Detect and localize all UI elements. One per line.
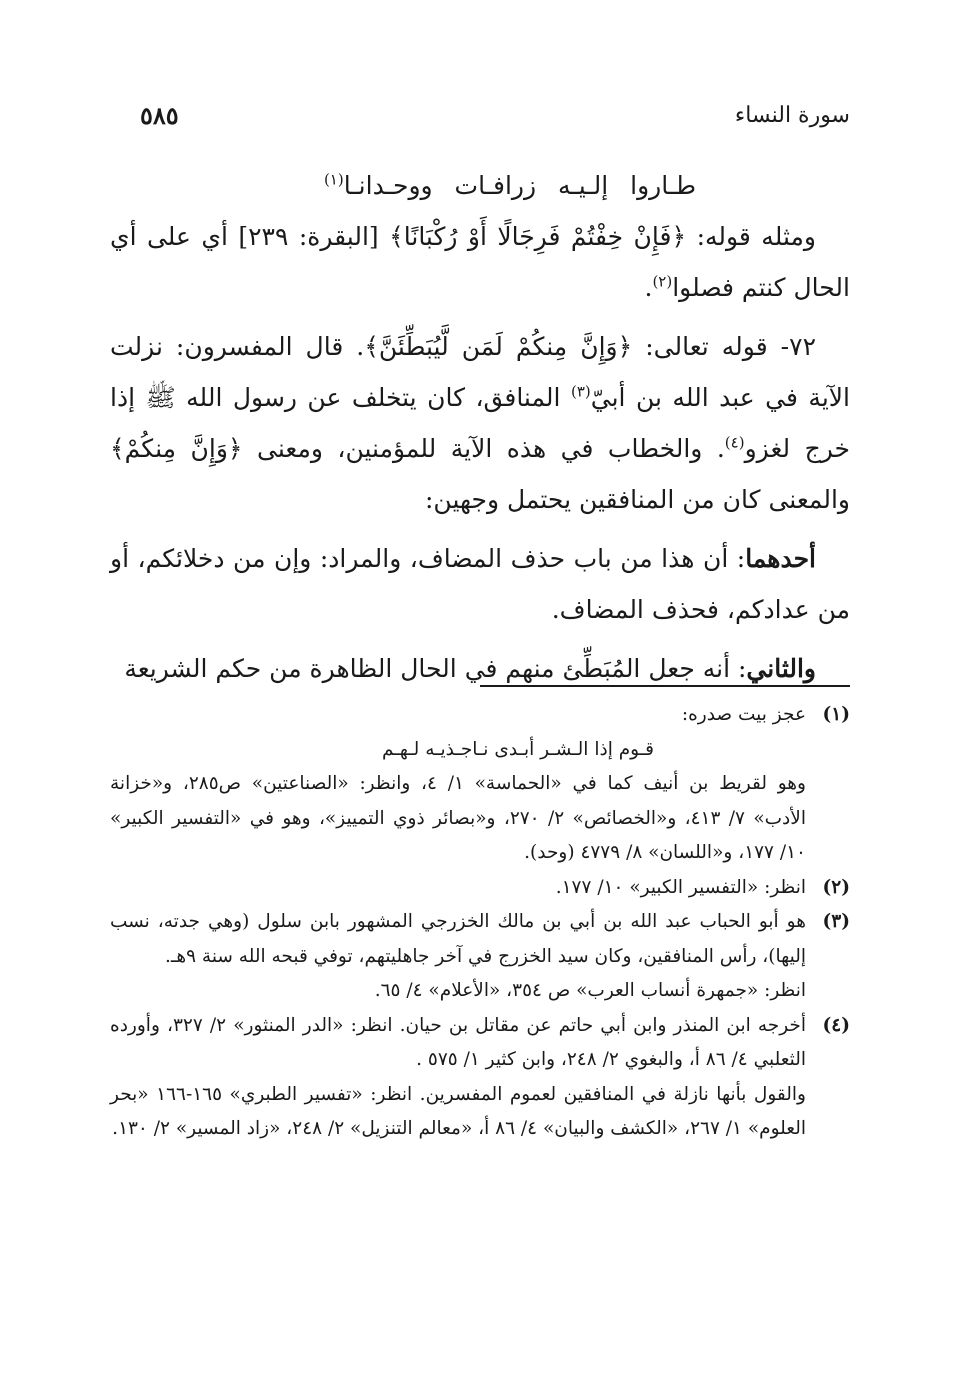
poem-verse <box>110 160 850 211</box>
footnote-number: (٤) <box>822 1014 850 1036</box>
footnote-ref-1[interactable]: (١) <box>323 170 344 189</box>
footnote-number: (٢) <box>822 876 850 898</box>
paragraph-4-text: : أنه جعل المُبَطِّئ منهم في الحال الظاهرة من حكم الشريعة <box>124 654 747 683</box>
footnote-number: (٣) <box>822 911 850 932</box>
paragraph-2 <box>110 321 850 525</box>
footnote-line: انظر: «جمهرة أنساب العرب» ص ٣٥٤، «الأعلام» ٤/ ٦٥. <box>374 980 806 1001</box>
footnote-number: (١) <box>822 704 850 725</box>
paragraph-3 <box>110 533 850 635</box>
footnote-line: وهو لقريط بن أنيف كما في «الحماسة» ١/ ٤، وانظر: «الصناعتين» ص٢٨٥، و«خزانة الأدب» ٧/ ٤١٣، و«الخصائص» ٢/ ٢٧٠، و«بصائر ذوي التمييز»، وهو في «التفسير الكبير» ١٠/ ١٧٧، و«اللسان» ٨/ ٤٧٧٩ (وحد). <box>110 773 806 863</box>
footnote-ref-4[interactable]: (٤) <box>724 433 745 452</box>
paragraph-2-text-c: . والخطاب في هذه الآية للمؤمنين، ومعنى ﴿وَإِنَّ مِنكُمْ﴾ والمعنى كان من المنافقين يحتمل وجهين: <box>110 434 850 514</box>
paragraph-1 <box>110 211 850 313</box>
footnote-verse: قـوم إذا الـشـر أبـدى نـاجـذيـه لـهـم <box>382 738 654 760</box>
footnote-line: أخرجه ابن المنذر وابن أبي حاتم عن مقاتل بن حيان. انظر: «الدر المنثور» ٢/ ٣٢٧، وأورده الثعلبي ٤/ ٨٦ أ، والبغوي ٢/ ٢٤٨، وابن كثير ١/ ٥٧٥ . <box>110 1014 806 1070</box>
paragraph-2-text-a: ٧٢- قوله تعالى: ﴿وَإِنَّ مِنكُمْ لَمَن لَّيُبَطِّئَنَّ﴾. قال المفسرون: نزلت الآية في عبد الله بن أبيّ <box>110 332 850 412</box>
footnote-4 <box>110 1009 850 1147</box>
paragraph-2-text-b: المنافق، كان يتخلف عن رسول الله ﷺ إذا خرج لغزو <box>110 383 850 463</box>
main-text <box>110 160 850 694</box>
paragraph-1-text: ومثله قوله: ﴿فَإِنْ خِفْتُمْ فَرِجَالًا أَوْ رُكْبَانًا﴾ [البقرة: ٢٣٩] أي على أي الحال كنتم فصلوا <box>110 222 850 302</box>
footnote-line: انظر: «التفسير الكبير» ١٠/ ١٧٧. <box>555 876 806 898</box>
footnote-2 <box>110 871 850 906</box>
poem-verse-text: طـاروا إلـيـه زرافـات ووحـدانـا <box>343 171 697 200</box>
footnote-3 <box>110 905 850 1009</box>
paragraph-1-end: . <box>644 273 653 302</box>
footnote-ref-3[interactable]: (٣) <box>570 382 591 401</box>
paragraph-3-label: أحدهما <box>745 544 816 573</box>
footnote-line: والقول بأنها نازلة في المنافقين لعموم المفسرين. انظر: «تفسير الطبري» ١٦٥-١٦٦ «بحر العلوم» ١/ ٢٦٧، «الكشف والبيان» ٤/ ٨٦ أ، «معالم التنزيل» ٢/ ٢٤٨، «زاد المسير» ٢/ ١٣٠. <box>110 1083 806 1139</box>
page-header <box>110 95 850 145</box>
footnote-line: هو أبو الحباب عبد الله بن أبي بن مالك الخزرجي المشهور بابن سلول (وهي جدته، نسب إليها)، رأس المنافقين، وكان سيد الخزرج في آخر جاهليتهم، توفي قبحه الله سنة ٩هـ. <box>110 911 806 967</box>
footnote-divider <box>480 685 850 687</box>
footnote-1 <box>110 698 850 871</box>
book-page <box>110 95 850 1345</box>
surah-title: سورة النساء <box>734 103 850 128</box>
footnote-line: عجز بيت صدره: <box>681 704 806 725</box>
paragraph-3-text: : أن هذا من باب حذف المضاف، والمراد: وإن من دخلائكم، أو من عدادكم، فحذف المضاف. <box>110 544 850 624</box>
page-number: ٥٨٥ <box>140 101 179 130</box>
footnote-ref-2[interactable]: (٢) <box>652 272 673 291</box>
paragraph-4-label: والثاني <box>746 654 816 683</box>
footnotes-section <box>110 698 850 1147</box>
